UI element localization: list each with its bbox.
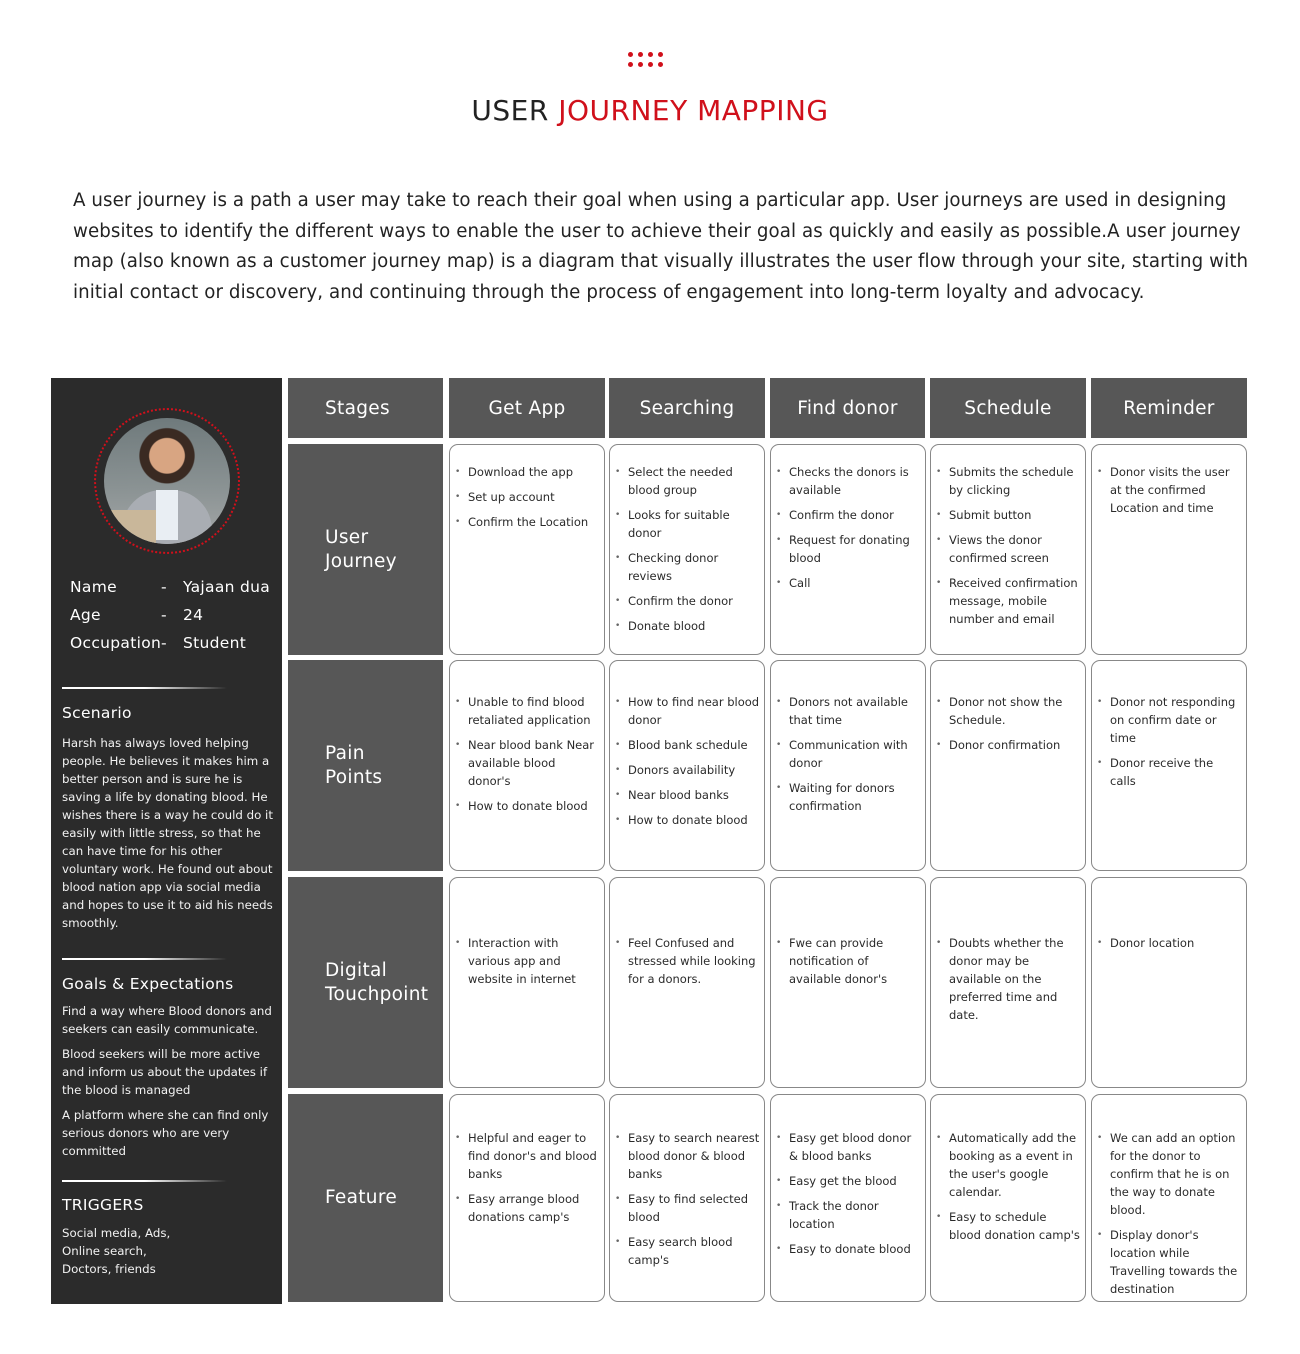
persona-panel	[51, 378, 282, 1304]
intro-paragraph: A user journey is a path a user may take to reach their goal when using a particular app. User journeys are used in designing websites to identify the different ways to enable the user to achieve their goal as quickly and easily as possible.A user journey map (also known as a customer journey map) is a diagram that visually illustrates the user flow through your site, starting with initial contact or discovery, and continuing through the process of engagement into long-term loyalty and advocacy.	[73, 190, 1249, 303]
journey-cell-item: • Near blood bank Near available blood donor's	[450, 736, 600, 790]
journey-cell-list	[610, 934, 764, 988]
triggers-title: TRIGGERS	[62, 1196, 144, 1214]
journey-cell-item: • Blood bank schedule	[610, 736, 760, 754]
journey-cell-item: • Checks the donors is available	[771, 463, 921, 499]
persona-field-dash: -	[161, 578, 167, 596]
trigger-item: Online search,	[62, 1244, 147, 1258]
row-label-line: Journey	[325, 550, 397, 572]
journey-cell-item: • Donors not available that time	[771, 693, 921, 729]
journey-cell	[449, 877, 605, 1088]
row-label-line: Pain	[325, 742, 365, 764]
row-label-pain-points	[288, 660, 443, 871]
journey-cell-item: • Doubts whether the donor may be available on the preferred time and date.	[931, 934, 1081, 1024]
divider	[62, 958, 227, 960]
journey-cell-item: • Submits the schedule by clicking	[931, 463, 1081, 499]
journey-cell-item: • Confirm the donor	[610, 592, 760, 610]
journey-cell-list	[1092, 693, 1246, 790]
journey-cell-item: • Confirm the Location	[450, 513, 600, 531]
persona-field-label: Age	[70, 606, 101, 624]
journey-cell-list	[610, 693, 764, 829]
persona-field-dash: -	[161, 606, 167, 624]
journey-cell-item: • We can add an option for the donor to confirm that he is on the way to donate blood.	[1092, 1129, 1242, 1219]
journey-cell-list	[931, 463, 1085, 628]
persona-field-value: Yajaan dua	[183, 578, 271, 596]
journey-cell-item: • Views the donor confirmed screen	[931, 531, 1081, 567]
trigger-item: Social media, Ads,	[62, 1226, 171, 1240]
journey-cell	[609, 1094, 765, 1302]
journey-cell-item: • How to find near blood donor	[610, 693, 760, 729]
page-title-prefix: USER	[471, 94, 549, 127]
journey-cell-item: • Donate blood	[610, 617, 760, 635]
page-title-accent: JOURNEY MAPPING	[558, 94, 829, 127]
journey-cell-item: • Easy to donate blood	[771, 1240, 921, 1258]
journey-cell-list	[771, 693, 925, 815]
journey-cell-item: • Call	[771, 574, 921, 592]
stage-header-get-app: Get App	[449, 378, 605, 438]
scenario-title: Scenario	[62, 704, 132, 722]
journey-cell-item: • Helpful and eager to find donor's and blood banks	[450, 1129, 600, 1183]
journey-cell-item: • Easy get blood donor & blood banks	[771, 1129, 921, 1165]
journey-cell	[770, 444, 926, 655]
journey-cell-list	[610, 463, 764, 635]
journey-cell-list	[931, 934, 1085, 1024]
journey-cell-item: • Confirm the donor	[771, 506, 921, 524]
journey-cell	[770, 660, 926, 871]
scenario-text: Harsh has always loved helping people. He believes it makes him a better person and is sure he is saving a life by donating blood. He wishes there is a way he could do it easily with little stress, so that he can have time for his other voluntary work. He found out about blood nation app via social media and hopes to use it to aid his needs smoothly.	[62, 736, 273, 930]
journey-cell-list	[931, 693, 1085, 754]
journey-cell-item: • Easy get the blood	[771, 1172, 921, 1190]
trigger-item: Doctors, friends	[62, 1262, 156, 1276]
journey-cell-list	[450, 1129, 604, 1226]
journey-cell-item: • Communication with donor	[771, 736, 921, 772]
journey-cell-item: • Easy to search nearest blood donor & blood banks	[610, 1129, 760, 1183]
journey-cell-item: • Display donor's location while Travelling towards the destination	[1092, 1226, 1242, 1298]
journey-cell-list	[450, 693, 604, 815]
journey-cell	[609, 660, 765, 871]
persona-field-value: 24	[183, 606, 204, 624]
avatar-ring	[94, 408, 240, 554]
journey-cell	[930, 1094, 1086, 1302]
stage-header-reminder: Reminder	[1091, 378, 1247, 438]
journey-cell-item: • How to donate blood	[610, 811, 760, 829]
divider	[62, 687, 227, 689]
row-label-user-journey	[288, 444, 443, 655]
journey-cell-list	[450, 463, 604, 531]
journey-cell-item: • Request for donating blood	[771, 531, 921, 567]
journey-cell-item: • Checking donor reviews	[610, 549, 760, 585]
row-label-line: Feature	[325, 1187, 398, 1208]
journey-cell-item: • How to donate blood	[450, 797, 600, 815]
journey-cell	[930, 444, 1086, 655]
journey-cell-item: • Unable to find blood retaliated application	[450, 693, 600, 729]
goals-list	[62, 1002, 274, 1167]
journey-cell-item: • Set up account	[450, 488, 600, 506]
row-label-feature	[288, 1094, 443, 1302]
journey-cell	[609, 444, 765, 655]
row-label-line: Digital	[325, 959, 388, 981]
triggers-list	[62, 1224, 274, 1278]
row-label-line: Points	[325, 766, 383, 788]
journey-cell	[609, 877, 765, 1088]
row-label-line: Touchpoint	[325, 983, 429, 1005]
persona-field-label: Name	[70, 578, 117, 596]
stage-header-searching: Searching	[609, 378, 765, 438]
journey-cell-item: • Feel Confused and stressed while looking for a donors.	[610, 934, 760, 988]
stage-header-find-donor: Find donor	[770, 378, 925, 438]
journey-cell-item: • Near blood banks	[610, 786, 760, 804]
journey-cell	[770, 877, 926, 1088]
persona-field-label: Occupation	[70, 634, 162, 652]
journey-cell-item: • Automatically add the booking as a event in the user's google calendar.	[931, 1129, 1081, 1201]
persona-field-value: Student	[183, 634, 247, 652]
goal-item: Blood seekers will be more active and inform us about the updates if the blood is managed	[62, 1047, 268, 1097]
journey-cell-list	[1092, 1129, 1246, 1298]
divider	[62, 1180, 227, 1182]
goal-item: A platform where she can find only serious donors who are very committed	[62, 1108, 269, 1158]
journey-cell-item: • Donor receive the calls	[1092, 754, 1242, 790]
journey-cell-item: • Donor not show the Schedule.	[931, 693, 1081, 729]
stage-header-schedule: Schedule	[930, 378, 1086, 438]
persona-field-dash: -	[161, 634, 167, 652]
journey-cell-list	[1092, 463, 1246, 517]
row-label-digital-touchpoint	[288, 877, 443, 1088]
journey-cell	[930, 877, 1086, 1088]
journey-cell	[1091, 660, 1247, 871]
journey-cell-item: • Track the donor location	[771, 1197, 921, 1233]
journey-cell-list	[610, 1129, 764, 1269]
journey-cell-item: • Donor confirmation	[931, 736, 1081, 754]
journey-cell-list	[450, 934, 604, 988]
journey-cell	[1091, 1094, 1247, 1302]
goals-title: Goals & Expectations	[62, 975, 234, 993]
journey-cell-item: • Download the app	[450, 463, 600, 481]
goal-item: Find a way where Blood donors and seekers can easily communicate.	[62, 1004, 272, 1036]
stages-header: Stages	[288, 378, 443, 438]
journey-cell	[930, 660, 1086, 871]
journey-cell	[770, 1094, 926, 1302]
journey-cell-list	[1092, 934, 1246, 952]
journey-cell	[1091, 877, 1247, 1088]
journey-cell-item: • Easy to find selected blood	[610, 1190, 760, 1226]
row-label-line: User	[325, 526, 369, 548]
journey-cell	[449, 444, 605, 655]
journey-cell-item: • Easy search blood camp's	[610, 1233, 760, 1269]
journey-cell	[449, 660, 605, 871]
journey-cell	[449, 1094, 605, 1302]
journey-cell-list	[771, 934, 925, 988]
page-title	[0, 94, 1300, 127]
journey-cell-item: • Submit button	[931, 506, 1081, 524]
journey-cell-item: • Fwe can provide notification of available donor's	[771, 934, 921, 988]
journey-cell	[1091, 444, 1247, 655]
journey-cell-item: • Easy to schedule blood donation camp's	[931, 1208, 1081, 1244]
journey-cell-list	[771, 463, 925, 592]
journey-cell-list	[931, 1129, 1085, 1244]
journey-cell-item: • Easy arrange blood donations camp's	[450, 1190, 600, 1226]
journey-cell-item: • Donor not responding on confirm date or time	[1092, 693, 1242, 747]
journey-cell-item: • Select the needed blood group	[610, 463, 760, 499]
avatar	[104, 418, 230, 544]
journey-cell-item: • Received confirmation message, mobile number and email	[931, 574, 1081, 628]
journey-cell-item: • Donor visits the user at the confirmed Location and time	[1092, 463, 1242, 517]
decorative-dots-icon	[628, 50, 668, 72]
journey-cell-item: • Donors availability	[610, 761, 760, 779]
journey-cell-item: • Interaction with various app and website in internet	[450, 934, 600, 988]
journey-cell-list	[771, 1129, 925, 1258]
journey-cell-item: • Donor location	[1092, 934, 1242, 952]
journey-cell-item: • Looks for suitable donor	[610, 506, 760, 542]
journey-cell-item: • Waiting for donors confirmation	[771, 779, 921, 815]
